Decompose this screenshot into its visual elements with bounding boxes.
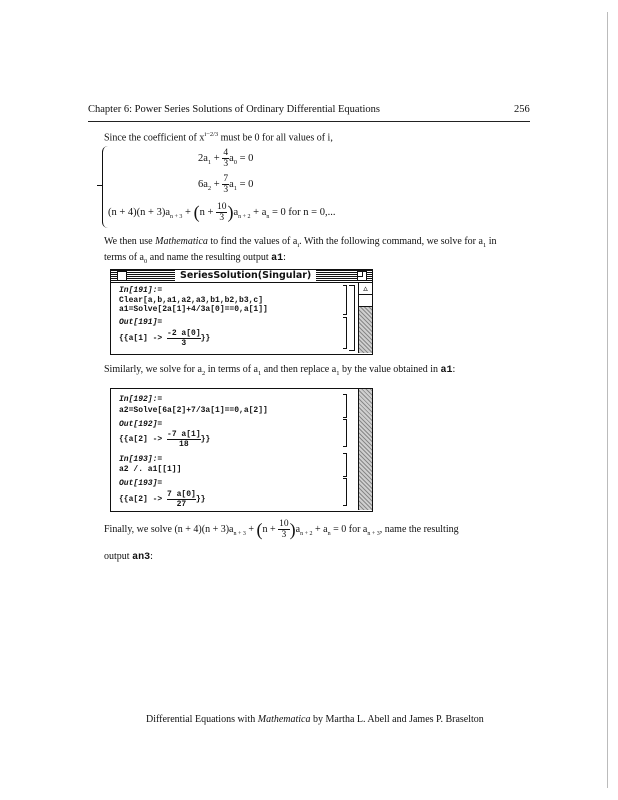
fraction: $\frac{10}{3}$ (216, 202, 227, 223)
output-result[interactable]: {{a[2] -> $\frac{-7 a[1]}{18}$ }} (119, 430, 211, 449)
output-label: Out[191]= (119, 318, 163, 327)
input-code[interactable]: a2 /. a1[[1]] (119, 465, 182, 474)
input-label: In[193]:= (119, 455, 163, 464)
output-label: Out[193]= (119, 479, 163, 488)
page-edge (607, 12, 608, 788)
equation-2: $6a_2$ + $\frac{7}{3}$ $a_1 = 0$ (198, 174, 254, 195)
output-result[interactable]: {{a[1] -> $\frac{-2 a[0]}{3}$ }} (119, 329, 211, 348)
input-code[interactable]: a2=Solve[6a[2]+7/3a[1]==0,a[2]] (119, 406, 268, 415)
vertical-scrollbar[interactable] (358, 389, 372, 510)
output-result[interactable]: {{a[2] -> $\frac{7 a[0]}{27}$ }} (119, 490, 206, 509)
equation-1: $2a_1$ + $\frac{4}{3}$ $a_0 = 0$ (198, 148, 254, 169)
intro-sentence: Since the coefficient of $x^{i-2/3}$ must be 0 for all values of i, (104, 131, 333, 144)
window-titlebar[interactable] (111, 270, 372, 283)
page-number: 256 (514, 104, 530, 115)
equation-system (102, 144, 402, 230)
input-code-line-2[interactable]: a1=Solve[2a[1]+4/3a[0]==0,a[1]] (119, 305, 268, 314)
output-fraction: $\frac{-7 a[1]}{18}$ (167, 430, 201, 449)
chapter-header (88, 104, 380, 115)
fraction: $\frac{7}{3}$ (223, 174, 229, 195)
scroll-up-arrow-icon[interactable]: ▵ (359, 283, 372, 295)
input-code-line-1[interactable]: Clear[a,b,a1,a2,a3,b1,b2,b3,c] (119, 296, 264, 305)
close-box-icon[interactable] (117, 271, 127, 281)
scroll-thumb[interactable] (359, 295, 372, 307)
output-cell-bracket[interactable] (343, 419, 347, 447)
paragraph-1: We then use Mathematica to find the values of $a_i$. With the following command, we solve for $a_1$ in terms of $a_0$ and name the resulting output a1: (104, 236, 497, 265)
page-footer: Differential Equations with Mathematica by Martha L. Abell and James P. Braselton (146, 714, 484, 725)
window-title: SeriesSolution(Singular) (175, 270, 316, 282)
input-cell-bracket[interactable] (343, 285, 347, 315)
input-cell-bracket[interactable] (343, 394, 347, 418)
paragraph-3-line-2: output an3: (104, 551, 153, 563)
input-label: In[191]:= (119, 286, 163, 295)
system-brace-tip (97, 185, 102, 186)
equation-3: $(n + 4)(n + 3)a_{n + 3} + (n$ + $\frac{10}{3}$ )$a_{n + 2} + a_n = 0$ for n = 0,... (108, 202, 336, 223)
notebook-window[interactable] (110, 269, 373, 355)
output-fraction: $\frac{-2 a[0]}{3}$ (167, 329, 201, 348)
vertical-scrollbar[interactable] (358, 283, 372, 353)
chapter-title: Chapter 6: Power Series Solutions of Ordinary Differential Equations (88, 104, 381, 115)
cell-group-bracket[interactable] (349, 285, 355, 351)
notebook-window-2[interactable] (110, 388, 373, 512)
input-label: In[192]:= (119, 395, 163, 404)
paragraph-2: Similarly, we solve for $a_2$ in terms of $a_1$ and then replace $a_1$ by the value obtained in a1: (104, 364, 456, 377)
output-cell-bracket[interactable] (343, 317, 347, 349)
zoom-box-icon[interactable] (357, 271, 367, 281)
header-rule (88, 121, 530, 122)
fraction: $\frac{4}{3}$ (223, 148, 229, 169)
output-fraction: $\frac{7 a[0]}{27}$ (167, 490, 196, 509)
output-cell-bracket[interactable] (343, 478, 347, 506)
output-label: Out[192]= (119, 420, 163, 429)
fraction: $\frac{10}{3}$ (279, 519, 289, 540)
paragraph-3: Finally, we solve $(n + 4)(n + 3)a_{n + 3} + (n$ + $\frac{10}{3}$ )$a_{n + 2} + a_n = 0$ for $a_{n + 3}$, name the resulting (104, 519, 459, 540)
input-cell-bracket[interactable] (343, 453, 347, 477)
